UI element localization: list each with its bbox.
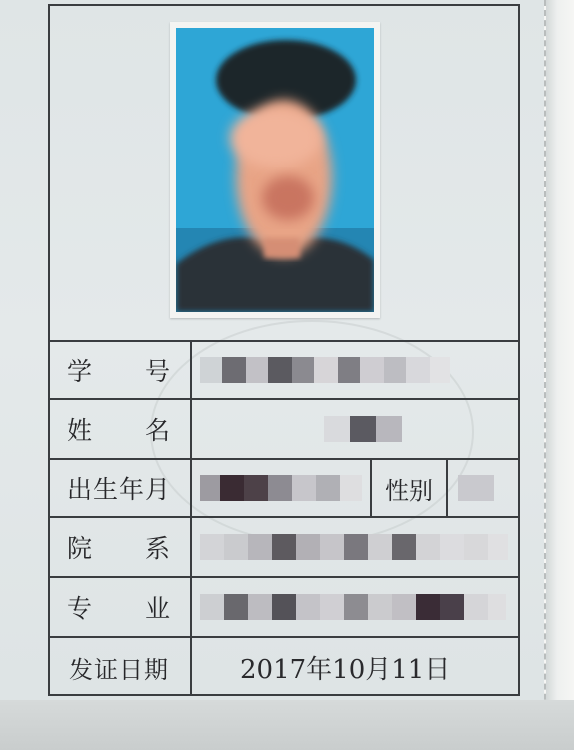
label-student-id-char2: 号	[145, 357, 172, 386]
value-birth-redacted	[200, 460, 362, 516]
row-issue-date	[48, 638, 520, 696]
row-student-id	[48, 342, 520, 400]
value-student-id-redacted	[200, 342, 450, 398]
label-name	[48, 400, 192, 458]
label-name-char1: 姓	[66, 416, 93, 445]
row-birth-gender	[48, 460, 520, 518]
value-gender-redacted	[458, 460, 494, 516]
value-major-redacted	[200, 578, 506, 636]
photo-card	[170, 22, 380, 318]
info-table	[48, 340, 520, 685]
label-department	[48, 518, 192, 576]
booklet-spine	[544, 0, 574, 750]
label-department-char2: 系	[145, 534, 172, 563]
label-department-char1: 院	[66, 534, 93, 563]
label-student-id	[48, 342, 192, 398]
label-major-char2: 业	[145, 594, 172, 623]
label-gender: 性别	[370, 460, 448, 516]
value-department-redacted	[200, 518, 508, 576]
label-major-char1: 专	[66, 594, 93, 623]
label-birth: 出生年月	[48, 460, 192, 516]
label-issue-date: 发证日期	[48, 638, 192, 696]
label-major	[48, 578, 192, 636]
bottom-edge	[0, 700, 574, 750]
label-name-char2: 名	[145, 416, 172, 445]
row-major	[48, 578, 520, 638]
value-issue-date: 2017年10月11日	[240, 654, 451, 685]
row-department	[48, 518, 520, 578]
label-student-id-char1: 学	[66, 357, 93, 386]
row-name	[48, 400, 520, 460]
id-photo-icon	[176, 28, 374, 312]
value-name-redacted	[324, 400, 402, 458]
